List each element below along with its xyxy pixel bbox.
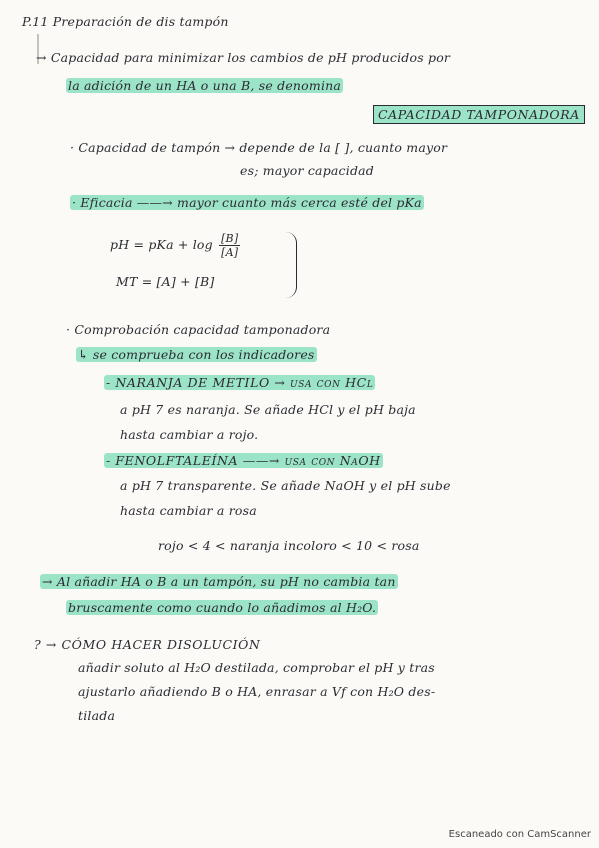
highlight: la adición de un HA o una B, se denomina — [68, 78, 342, 93]
highlight: ↳ se comprueba con los indicadores — [78, 347, 315, 362]
curly-bracket — [286, 232, 297, 298]
highlight: → Al añadir HA o B a un tampón, su pH no cambia tan — [42, 574, 396, 589]
fraction-denominator: [A] — [221, 246, 239, 259]
line-capacity-def: → Capacidad para minimizar los cambios de pH producidos por — [36, 50, 451, 65]
line-buffer-capacity-2: es; mayor capacidad — [240, 163, 375, 178]
highlight: - NARANJA DE METILO → usa con HCl — [106, 375, 374, 390]
highlight: - FENOLFTALEÍNA ——→ usa con NaOH — [106, 453, 381, 468]
line-how-to-dissolve: ? → CÓMO HACER DISOLUCIÓN — [34, 637, 261, 652]
scanner-watermark: Escaneado con CamScanner — [448, 829, 591, 840]
line-methyl-orange-3: hasta cambiar a rojo. — [120, 427, 259, 442]
line-dissolve-step-3: tilada — [78, 708, 116, 723]
line-dissolve-step-1: añadir soluto al H₂O destilada, comprobar el pH y tras — [78, 660, 435, 675]
line-methyl-orange — [104, 375, 375, 390]
line-phenolphthalein — [104, 453, 383, 468]
line-buffer-addition — [40, 574, 398, 589]
line-color-ranges: rojo < 4 < naranja incoloro < 10 < rosa — [158, 538, 420, 553]
equation-fraction — [219, 232, 240, 259]
equation-henderson — [110, 232, 240, 259]
line-check-capacity: · Comprobación capacidad tamponadora — [66, 322, 331, 337]
line-check-indicators — [76, 347, 317, 362]
fraction-numerator: [B] — [221, 232, 239, 245]
highlight: · Eficacia ——→ mayor cuanto más cerca esté del pKa — [72, 195, 422, 210]
line-capacity-def-2 — [66, 78, 343, 93]
line-efficacy — [70, 195, 424, 210]
notes-title: P.11 Preparación de dis tampón — [22, 14, 229, 29]
highlight: bruscamente como cuando lo añadimos al H₂O. — [68, 600, 377, 615]
line-phenolphthalein-3: hasta cambiar a rosa — [120, 503, 257, 518]
equation-left: pH = pKa + log — [110, 237, 213, 252]
line-dissolve-step-2: ajustarlo añadiendo B o HA, enrasar a Vf con H₂O des- — [78, 684, 436, 699]
line-capacity-term — [373, 107, 585, 122]
line-phenolphthalein-2: a pH 7 transparente. Se añade NaOH y el pH sube — [120, 478, 451, 493]
line-buffer-addition-2 — [66, 600, 378, 615]
line-buffer-capacity: · Capacidad de tampón → depende de la [ ], cuanto mayor — [70, 140, 448, 155]
boxed-term: CAPACIDAD TAMPONADORA — [373, 105, 585, 124]
line-methyl-orange-2: a pH 7 es naranja. Se añade HCl y el pH baja — [120, 402, 416, 417]
equation-total-molarity: MT = [A] + [B] — [116, 274, 215, 289]
